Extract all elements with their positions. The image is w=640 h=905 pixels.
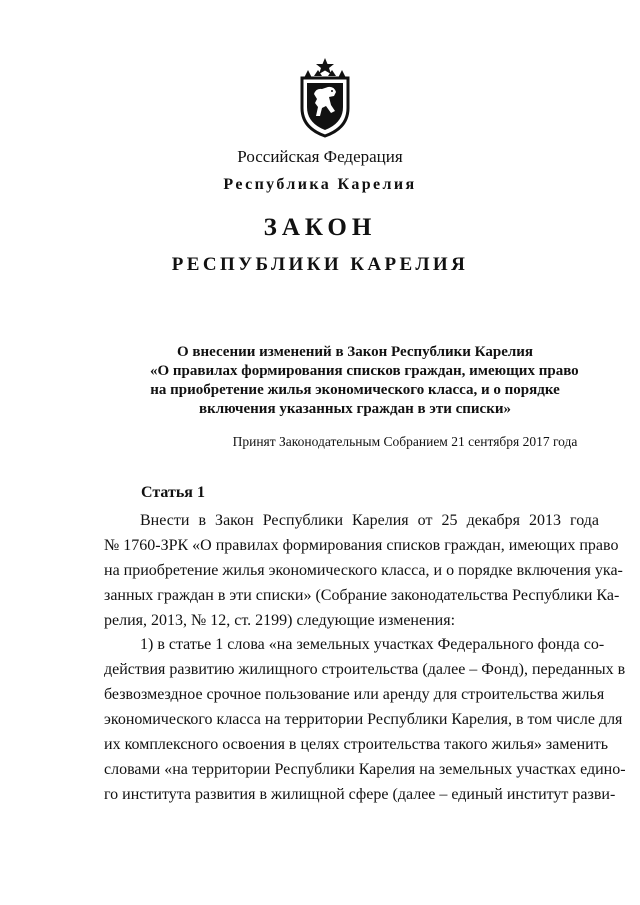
adoption-date: Принят Законодательным Собранием 21 сентября 2017 года [232,434,578,449]
country-name: Российская Федерация [237,147,403,166]
law-name-block [150,343,579,419]
body-line: го института развития в жилищной сфере (далее – единый институт разви- [104,785,616,803]
law-name-line: включения указанных граждан в эти списки» [199,401,511,417]
body-line: словами «на территории Республики Карелия на земельных участках едино- [104,760,626,778]
body-line: их комплексного освоения в целях строительства такого жилья» заменить [104,736,608,754]
law-name-line: на приобретение жилья экономического класса, и о порядке [150,382,560,398]
article-heading: Статья 1 [141,484,205,501]
law-name-line: «О правилах формирования списков граждан, имеющих право [150,363,579,379]
republic-name: Республика Карелия [223,176,417,193]
law-subtitle: РЕСПУБЛИКИ КАРЕЛИЯ [171,254,469,275]
law-name-line: О внесении изменений в Закон Республики Карелия [176,344,534,360]
body-line: действия развитию жилищного строительства (далее – Фонд), переданных в [104,661,626,679]
karelia-coat-of-arms-icon [298,56,352,138]
body-line: на приобретение жилья экономического класса, и о порядке включения ука- [104,561,623,579]
body-line: безвозмездное срочное пользование или аренду для строительства жилья [104,686,605,704]
body-line: Внести в Закон Республики Карелия от 25 декабря 2013 года [140,512,599,529]
article-body [104,509,626,808]
law-title: ЗАКОН [263,214,377,241]
body-line: занных граждан в эти списки» (Собрание законодательства Республики Ка- [104,586,620,604]
body-line: 1) в статье 1 слова «на земельных участках Федерального фонда со- [140,636,605,654]
body-line: № 1760-ЗРК «О правилах формирования списков граждан, имеющих право [104,536,619,554]
body-line: экономического класса на территории Республики Карелия, в том числе для [104,711,623,729]
body-line: релия, 2013, № 12, ст. 2199) следующие изменения: [104,611,456,629]
